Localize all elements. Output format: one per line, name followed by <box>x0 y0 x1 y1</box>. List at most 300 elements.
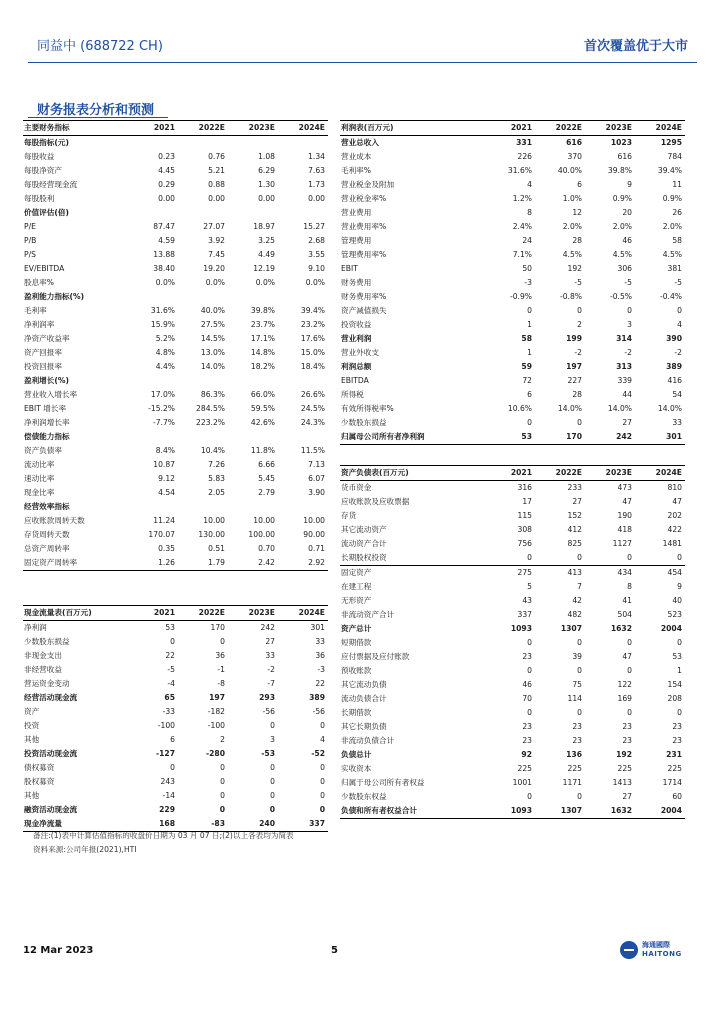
row-label: 资产 <box>24 707 40 716</box>
table-row <box>340 776 685 790</box>
table-row <box>23 528 328 542</box>
cell-value: 197 <box>209 693 225 702</box>
cell-value: 11 <box>672 180 682 189</box>
table-row <box>23 500 328 514</box>
cell-value: 1.08 <box>258 152 275 161</box>
cell-value: 24.5% <box>300 404 325 413</box>
cell-value: 23 <box>522 652 532 661</box>
cell-value: 10.00 <box>253 516 275 525</box>
cell-value <box>128 136 178 151</box>
table-row <box>340 509 685 523</box>
row-label: 每股股利 <box>24 194 55 203</box>
cell-value: 0.0% <box>305 278 325 287</box>
row-label: 归属母公司所有者净利润 <box>340 430 485 445</box>
row-label: 投资活动现金流 <box>24 749 78 758</box>
cell-value <box>178 430 228 444</box>
cell-value: -0.8% <box>559 292 582 301</box>
cell-value: 1093 <box>485 804 535 819</box>
cell-value: 0.35 <box>158 544 175 553</box>
cell-value: 1 <box>677 666 682 675</box>
cell-value: 1632 <box>610 624 632 633</box>
logo-text-cn: 海通國際 <box>642 941 670 949</box>
cell-value: 0 <box>269 805 275 814</box>
table-row <box>340 150 685 164</box>
cell-value: 0.00 <box>158 194 175 203</box>
cell-value: 4.8% <box>155 348 175 357</box>
cell-value: 2004 <box>635 804 685 819</box>
note-source: 资料来源:公司年报(2021),HTI <box>33 845 137 854</box>
cell-value: 0.76 <box>208 152 225 161</box>
cell-value: 2.05 <box>208 488 225 497</box>
table-row <box>340 248 685 262</box>
table-row <box>23 635 328 649</box>
table-row <box>340 388 685 402</box>
row-label: 每股指标(元) <box>24 138 69 147</box>
cell-value: 242 <box>585 430 635 445</box>
table-row <box>340 748 685 762</box>
table-row <box>340 664 685 678</box>
cell-value: 12.19 <box>253 264 275 273</box>
cell-value: 9.12 <box>158 474 175 483</box>
cell-value: 0 <box>270 763 275 772</box>
cell-value <box>178 374 228 388</box>
cell-value: 168 <box>128 817 178 832</box>
table-title: 主要财务指标 <box>23 121 128 136</box>
row-label: 现金净流量 <box>23 817 128 832</box>
column-header: 2021 <box>128 606 178 621</box>
row-label: 资产负债率 <box>24 446 62 455</box>
table-row <box>23 276 328 290</box>
footer-page-number: 5 <box>331 945 338 956</box>
cell-value: 7.13 <box>308 460 325 469</box>
cell-value: 0 <box>677 553 682 562</box>
footer-date: 12 Mar 2023 <box>23 945 94 956</box>
table-row <box>23 761 328 775</box>
row-label: 非流动资产合计 <box>341 610 395 619</box>
cell-value: 756 <box>517 539 532 548</box>
cell-value: 316 <box>517 483 532 492</box>
cell-value: 1171 <box>562 778 582 787</box>
cell-value: 23 <box>572 736 582 745</box>
row-label: 所得税 <box>341 390 364 399</box>
cell-value: 275 <box>485 566 535 581</box>
table-row <box>340 178 685 192</box>
column-header: 2021 <box>485 121 535 136</box>
cell-value: 1001 <box>512 778 532 787</box>
cell-value: 233 <box>567 483 582 492</box>
table-row <box>23 346 328 360</box>
table-row <box>340 636 685 650</box>
table-row <box>23 649 328 663</box>
row-label: 其他 <box>24 735 40 744</box>
column-header: 2023E <box>228 606 278 621</box>
balance-sheet-table <box>340 465 685 819</box>
cell-value: 43 <box>522 596 532 605</box>
cell-value <box>178 206 228 220</box>
cell-value: 0 <box>627 638 632 647</box>
cell-value: 4.5% <box>662 250 682 259</box>
cell-value: 122 <box>617 680 632 689</box>
note-line-1: 备注:(1)表中计算估值指标的收盘价日期为 03 月 07 日;(2)以上各表均为简表 <box>33 831 294 840</box>
cell-value: 23.2% <box>300 320 325 329</box>
cell-value: 8.4% <box>155 446 175 455</box>
row-label: 负债总计 <box>341 750 372 759</box>
cell-value: -127 <box>155 749 175 758</box>
table-row <box>340 622 685 636</box>
cell-value: 0 <box>170 763 175 772</box>
cell-value: 0.9% <box>612 194 632 203</box>
cell-value: 53 <box>485 430 535 445</box>
cell-value: 3.55 <box>308 250 325 259</box>
row-label: EBIT 增长率 <box>24 404 67 413</box>
row-label: 少数股东损益 <box>24 637 70 646</box>
cell-value: 473 <box>617 483 632 492</box>
table-header-row <box>340 121 685 136</box>
cell-value: 2 <box>577 320 582 329</box>
cell-value: 482 <box>567 610 582 619</box>
cell-value: 381 <box>667 264 682 273</box>
row-label: 每股经营现金流 <box>24 180 78 189</box>
cell-value <box>128 206 178 220</box>
table-row <box>23 388 328 402</box>
cell-value: 152 <box>567 511 582 520</box>
cell-value: 225 <box>517 764 532 773</box>
cell-value: -2 <box>574 348 582 357</box>
row-label: 营业费用率% <box>341 222 387 231</box>
cell-value: 11.8% <box>250 446 275 455</box>
row-label: 其它流动资产 <box>341 525 387 534</box>
cell-value: 225 <box>617 764 632 773</box>
cell-value: 170 <box>210 623 225 632</box>
row-label: 营业收入增长率 <box>24 390 78 399</box>
cell-value: 339 <box>617 376 632 385</box>
cell-value: 301 <box>635 430 685 445</box>
row-label: 在建工程 <box>341 582 372 591</box>
column-header: 2024E <box>635 466 685 481</box>
cell-value: -7 <box>267 679 275 688</box>
table-row <box>23 318 328 332</box>
row-label: 短期借款 <box>341 638 372 647</box>
table-title: 利润表(百万元) <box>340 121 485 136</box>
cell-value <box>228 136 278 151</box>
row-label: 盈利增长(%) <box>24 376 69 385</box>
table-row <box>23 262 328 276</box>
cell-value: -0.5% <box>609 292 632 301</box>
row-label: 流动比率 <box>24 460 55 469</box>
row-label: 资产减值损失 <box>341 306 387 315</box>
cell-value: 10.00 <box>303 516 325 525</box>
cell-value: 337 <box>278 817 328 832</box>
cell-value: 65 <box>164 693 175 702</box>
cell-value: 7.63 <box>308 166 325 175</box>
cell-value <box>128 500 178 514</box>
table-row <box>340 360 685 374</box>
cell-value: 0 <box>170 637 175 646</box>
table-row <box>340 495 685 509</box>
cell-value: 4.5% <box>612 250 632 259</box>
cell-value: 1 <box>527 320 532 329</box>
cell-value: 7 <box>577 582 582 591</box>
cell-value: 5.2% <box>155 334 175 343</box>
cell-value: 1.73 <box>308 180 325 189</box>
row-label: 速动比率 <box>24 474 55 483</box>
cell-value: -56 <box>262 707 275 716</box>
cell-value: 36 <box>215 651 225 660</box>
cell-value: 39.8% <box>250 306 275 315</box>
cell-value: -5 <box>574 278 582 287</box>
column-header: 2024E <box>278 606 328 621</box>
cell-value: -15.2% <box>148 404 175 413</box>
cell-value: 90.00 <box>303 530 325 539</box>
cell-value: 14.0% <box>557 404 582 413</box>
table-row <box>23 733 328 747</box>
cell-value: 60 <box>672 792 682 801</box>
cell-value: 0 <box>320 721 325 730</box>
column-header: 2022E <box>535 121 585 136</box>
row-label: 预收账款 <box>341 666 372 675</box>
cell-value: 40.0% <box>557 166 582 175</box>
cell-value: 31.6% <box>150 306 175 315</box>
row-label: EV/EBITDA <box>24 264 65 273</box>
table-row <box>23 719 328 733</box>
cell-value <box>228 374 278 388</box>
cell-value: 4 <box>320 735 325 744</box>
cell-value: -3 <box>317 665 325 674</box>
row-label: 固定资产周转率 <box>23 556 128 571</box>
cell-value: 10.6% <box>507 404 532 413</box>
cell-value: 0.70 <box>258 544 275 553</box>
cell-value: 243 <box>160 777 175 786</box>
cell-value: 42.6% <box>250 418 275 427</box>
cell-value: -5 <box>624 278 632 287</box>
cell-value: 14.8% <box>250 348 275 357</box>
table-row <box>340 608 685 622</box>
cell-value: 0 <box>527 792 532 801</box>
cell-value: 0 <box>577 553 582 562</box>
cell-value: 27 <box>622 418 632 427</box>
cell-value: 28 <box>572 236 582 245</box>
cell-value: 301 <box>310 623 325 632</box>
row-label: 融资活动现金流 <box>24 805 78 814</box>
cell-value: 2 <box>220 735 225 744</box>
row-label: 无形资产 <box>341 596 372 605</box>
cell-value: 0 <box>220 637 225 646</box>
cell-value: 504 <box>617 610 632 619</box>
cell-value: 15.0% <box>300 348 325 357</box>
row-label: P/B <box>24 236 37 245</box>
cell-value <box>178 136 228 151</box>
table-row <box>23 775 328 789</box>
cell-value: 0 <box>270 791 275 800</box>
row-label: 营业成本 <box>341 152 372 161</box>
cell-value: 17.1% <box>250 334 275 343</box>
table-row <box>23 458 328 472</box>
cell-value: 4.59 <box>158 236 175 245</box>
cell-value: 44 <box>622 390 632 399</box>
cell-value: 0 <box>677 306 682 315</box>
table-row <box>340 304 685 318</box>
cell-value: -33 <box>162 707 175 716</box>
cell-value: 11.5% <box>300 446 325 455</box>
cell-value: 390 <box>666 334 682 343</box>
table-row <box>340 650 685 664</box>
table-row <box>23 691 328 705</box>
row-label: 营业利润 <box>341 334 372 343</box>
header-company: 同益中 (688722 CH) <box>37 39 163 54</box>
row-label: 营业税金及附加 <box>341 180 395 189</box>
cell-value: 0.88 <box>208 180 225 189</box>
cell-value: 23 <box>522 736 532 745</box>
cell-value: 33 <box>672 418 682 427</box>
section-underline <box>28 117 168 118</box>
cell-value: 231 <box>666 750 682 759</box>
cell-value: 4.45 <box>158 166 175 175</box>
cell-value: 6 <box>577 180 582 189</box>
cell-value: 0 <box>220 791 225 800</box>
table-row <box>340 164 685 178</box>
cell-value: 18.97 <box>253 222 275 231</box>
cell-value: 40 <box>672 596 682 605</box>
cell-value: 18.4% <box>300 362 325 371</box>
cell-value: 6.66 <box>258 460 275 469</box>
table-row <box>340 594 685 608</box>
cell-value: 227 <box>567 376 582 385</box>
cell-value: 6 <box>527 390 532 399</box>
table-row <box>340 762 685 776</box>
cell-value: 87.47 <box>153 222 175 231</box>
cell-value: 313 <box>616 362 632 371</box>
table-row <box>340 734 685 748</box>
cell-value: 0 <box>320 777 325 786</box>
cell-value: 4 <box>677 320 682 329</box>
cell-value: 1127 <box>612 539 632 548</box>
table-row <box>340 220 685 234</box>
column-header: 2023E <box>585 121 635 136</box>
cell-value: 454 <box>635 566 685 581</box>
cell-value: 284.5% <box>196 404 225 413</box>
cell-value: 36 <box>315 651 325 660</box>
cell-value: 3 <box>270 735 275 744</box>
table-row <box>23 803 328 817</box>
cell-value: 6 <box>170 735 175 744</box>
cell-value: -56 <box>312 707 325 716</box>
cell-value: 240 <box>228 817 278 832</box>
table-row <box>340 537 685 551</box>
cell-value: 416 <box>667 376 682 385</box>
cell-value: 0 <box>627 708 632 717</box>
row-label: 总资产周转率 <box>24 544 70 553</box>
cell-value: 14.0% <box>607 404 632 413</box>
cell-value: 616 <box>566 138 582 147</box>
cell-value: 192 <box>616 750 632 759</box>
cell-value: 225 <box>667 764 682 773</box>
table-row <box>340 374 685 388</box>
cell-value: -7.7% <box>152 418 175 427</box>
table-row <box>23 789 328 803</box>
table-row <box>340 318 685 332</box>
cell-value: 46 <box>522 680 532 689</box>
cell-value: 26 <box>672 208 682 217</box>
cell-value: -100 <box>207 721 225 730</box>
cell-value: 306 <box>617 264 632 273</box>
cell-value: 26.6% <box>300 390 325 399</box>
row-label: 资产总计 <box>341 624 372 633</box>
table-row <box>340 692 685 706</box>
cell-value: 0 <box>627 666 632 675</box>
cell-value <box>278 374 328 388</box>
cell-value: -83 <box>178 817 228 832</box>
cell-value: 11.24 <box>153 516 175 525</box>
table-row <box>23 248 328 262</box>
cell-value: -53 <box>261 749 275 758</box>
cell-value: 86.3% <box>200 390 225 399</box>
row-label: 投资回报率 <box>24 362 62 371</box>
row-label: 营业总收入 <box>341 138 379 147</box>
table-row <box>340 290 685 304</box>
cell-value: 337 <box>517 610 532 619</box>
cell-value: 114 <box>567 694 582 703</box>
table-row <box>23 514 328 528</box>
cell-value: 226 <box>517 152 532 161</box>
row-label: 债权募资 <box>24 763 55 772</box>
cell-value: 23.7% <box>250 320 275 329</box>
cell-value: 9 <box>677 582 682 591</box>
cell-value: 0.23 <box>158 152 175 161</box>
column-header: 2022E <box>535 466 585 481</box>
row-label: 管理费用 <box>341 236 372 245</box>
cell-value: 1.2% <box>512 194 532 203</box>
haitong-logo-icon <box>620 941 638 959</box>
cell-value: 115 <box>517 511 532 520</box>
cell-value: 1.79 <box>178 556 228 571</box>
cell-value: 0 <box>627 306 632 315</box>
cell-value: 4 <box>527 180 532 189</box>
cell-value: 1.26 <box>128 556 178 571</box>
column-header: 2023E <box>228 121 278 136</box>
cell-value: 523 <box>667 610 682 619</box>
table-row <box>340 192 685 206</box>
cell-value: 23 <box>522 722 532 731</box>
row-label: 少数股东权益 <box>341 792 387 801</box>
cell-value: 54 <box>672 390 682 399</box>
row-label: 其他 <box>24 791 40 800</box>
table-row <box>340 804 685 819</box>
cell-value <box>178 500 228 514</box>
cell-value: 0 <box>527 638 532 647</box>
table-row <box>340 481 685 496</box>
cell-value <box>228 290 278 304</box>
cell-value: 0 <box>577 418 582 427</box>
cell-value: 1632 <box>585 804 635 819</box>
cell-value: 0 <box>220 763 225 772</box>
row-label: 长期借款 <box>341 708 372 717</box>
cell-value: 4.49 <box>258 250 275 259</box>
cell-value: 47 <box>622 497 632 506</box>
footer-logo <box>620 940 700 962</box>
cell-value: 23 <box>572 722 582 731</box>
main-indicators-table <box>23 120 328 571</box>
table-header-row <box>340 466 685 481</box>
table-row <box>23 206 328 220</box>
row-label: 投资收益 <box>341 320 372 329</box>
row-label: 应收账款周转天数 <box>24 516 85 525</box>
cell-value: 8 <box>527 208 532 217</box>
row-label: 价值评估(倍) <box>24 208 69 217</box>
cell-value: 0 <box>320 791 325 800</box>
table-row <box>340 206 685 220</box>
cell-value: 0 <box>320 763 325 772</box>
cell-value: 1307 <box>535 804 585 819</box>
